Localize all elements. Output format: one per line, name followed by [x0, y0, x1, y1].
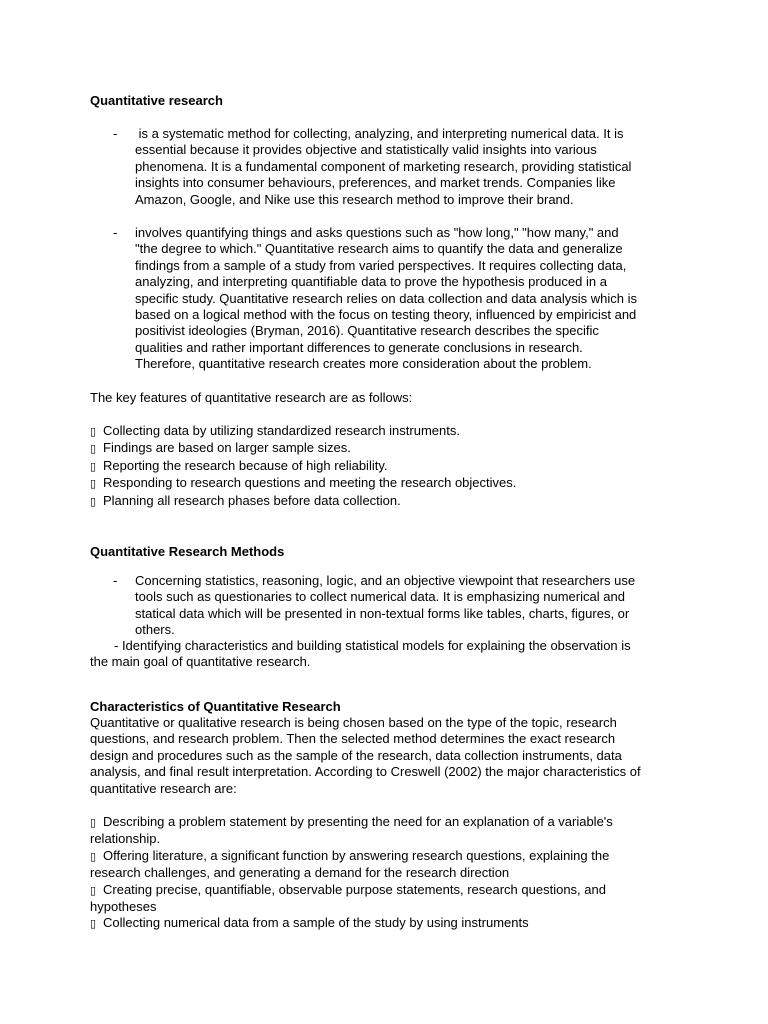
list-item: ▯ Collecting data by utilizing standardized research instruments. — [90, 423, 690, 440]
box-glyph: ▯ — [90, 442, 97, 456]
bullet-paragraph — [135, 225, 675, 373]
bullet-marker: - — [113, 225, 118, 240]
list-item: ▯ Responding to research questions and meeting the research objectives. — [90, 475, 690, 492]
text-line: Therefore, quantitative research creates more consideration about the problem. — [135, 356, 592, 372]
text-line: Quantitative or qualitative research is being chosen based on the type of the topic, research — [90, 715, 617, 730]
box-glyph: ▯ — [90, 425, 97, 438]
text-line: statical data which will be presented in non-textual forms like tables, charts, figures, or — [135, 605, 630, 621]
section-heading-quantitative-research: Quantitative research — [90, 93, 223, 108]
box-glyph: ▯ — [90, 849, 97, 863]
text-line: is a systematic method for collecting, analyzing, and interpreting numerical data. It is — [135, 126, 624, 141]
list-item: ▯ Describing a problem statement by presenting the need for an explanation of a variable's relationship. — [90, 814, 613, 847]
bullet-paragraph — [135, 573, 675, 639]
text-line: analyzing, and interpreting quantifiable data to prove the hypothesis produced in a — [135, 274, 607, 290]
list-item: ▯ Planning all research phases before data collection. — [90, 493, 690, 510]
text-line: positivist ideologies (Bryman, 2016). Quantitative research describes the specific — [135, 323, 599, 339]
text-line: insights into consumer behaviours, preferences, and market trends. Companies like — [135, 175, 616, 191]
box-glyph: ▯ — [90, 917, 97, 931]
text-line: - Identifying characteristics and building statistical models for explaining the observation is — [114, 638, 631, 653]
text-line: analysis, and final result interpretation. According to Creswell (2002) the major characteristics of — [90, 764, 641, 780]
text-line: "the degree to which." Quantitative research aims to quantify the data and generalize — [135, 241, 623, 257]
features-intro: The key features of quantitative research are as follows: — [90, 390, 413, 405]
text-line: questions, and research problem. Then the selected method determines the exact research — [90, 731, 616, 747]
text-line: specific study. Quantitative research relies on data collection and data analysis which is — [135, 290, 637, 306]
paragraph — [90, 638, 690, 671]
list-item: ▯ Findings are based on larger sample sizes. — [90, 440, 690, 457]
text-line: others. — [135, 622, 175, 638]
box-glyph: ▯ — [90, 883, 97, 897]
box-glyph: ▯ — [90, 459, 97, 473]
section-heading-methods: Quantitative Research Methods — [90, 544, 285, 559]
features-list — [90, 423, 690, 510]
box-glyph: ▯ — [90, 477, 97, 491]
text-line: Concerning statistics, reasoning, logic, and an objective viewpoint that researchers use — [135, 573, 636, 588]
paragraph — [90, 715, 690, 797]
text-line: Amazon, Google, and Nike use this research method to improve their brand. — [135, 191, 574, 207]
text-line: based on a logical method with the focus on testing theory, influenced by empiricist and — [135, 307, 637, 323]
text-line: phenomena. It is a fundamental component of marketing research, providing statistical — [135, 158, 632, 174]
text-line: the main goal of quantitative research. — [90, 654, 311, 670]
bullet-paragraph — [135, 126, 675, 208]
text-line: tools such as questionaries to collect numerical data. It is emphasizing numerical and — [135, 589, 625, 605]
box-glyph: ▯ — [90, 816, 97, 829]
characteristics-list — [90, 814, 690, 933]
text-line: findings from a sample of a study from varied perspectives. It requires collecting data, — [135, 257, 627, 273]
section-heading-characteristics: Characteristics of Quantitative Research — [90, 699, 341, 714]
bullet-marker: - — [113, 573, 118, 588]
list-item: ▯ Offering literature, a significant function by answering research questions, explaining the research challenges, and generating a demand for the research direction — [90, 847, 610, 881]
list-item: ▯ Reporting the research because of high reliability. — [90, 458, 690, 475]
list-item: ▯ Creating precise, quantifiable, observable purpose statements, research questions, and hypotheses — [90, 881, 606, 915]
box-glyph: ▯ — [90, 494, 97, 508]
list-item: ▯ Collecting numerical data from a sample of the study by using instruments — [90, 915, 690, 932]
text-line: quantitative research are: — [90, 780, 237, 796]
text-line: design and procedures such as the sample of the research, data collection instruments, data — [90, 747, 622, 763]
text-line: qualities and rather important differences to generate conclusions in research. — [135, 339, 583, 355]
bullet-marker: - — [113, 126, 118, 141]
text-line: essential because it provides objective and statistically valid insights into various — [135, 142, 597, 158]
text-line: involves quantifying things and asks questions such as "how long," "how many," and — [135, 225, 619, 240]
